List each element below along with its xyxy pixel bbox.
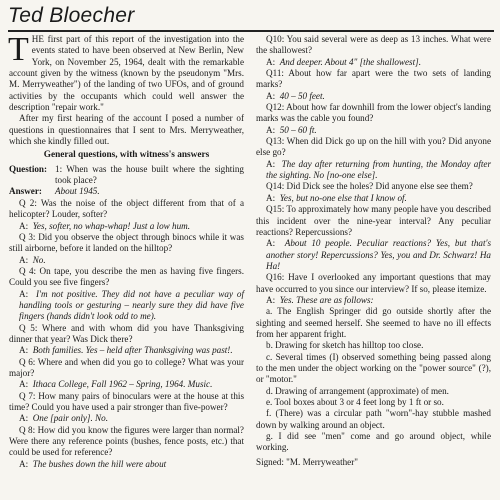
answer-5 — [9, 345, 244, 356]
question-13: Q13: When did Dick go up on the hill with you? Did anyone else go? — [256, 136, 491, 158]
answer-text: No. — [32, 254, 46, 265]
answer-prefix: A: — [266, 124, 276, 135]
left-column — [8, 31, 244, 470]
answer-text: And deeper. About 4" [the shallowest]. — [279, 56, 421, 67]
answer-prefix: A: — [266, 192, 276, 203]
answer-text: Yes. These are as follows: — [279, 294, 374, 305]
answer-text: Yes, but no-one else that I know of. — [279, 192, 407, 203]
question-8: Q 8: How did you know the figures were larger than normal? Were there any reference points (bushes, fence posts, etc.) that could be used for reference? — [9, 424, 244, 458]
answer-13 — [256, 159, 491, 182]
answer-prefix: A: — [266, 90, 276, 101]
answer-prefix: A: — [19, 379, 29, 390]
question-14: Q14: Did Dick see the holes? Did anyone else see them? — [266, 181, 473, 192]
answer-8 — [9, 459, 244, 470]
answer-text: About 10 people. Peculiar reactions? Yes, but that's another story! Repercussions? Yes, you and Dr. Schwarz! Ha Ha! — [266, 238, 492, 271]
list-item-g: g. I did see "men" come and go around object, while working. — [256, 431, 491, 453]
answer-prefix: A: — [19, 220, 29, 231]
answer-6 — [9, 379, 244, 390]
answer-text: The bushes down the hill were about — [32, 458, 167, 469]
signature-label: Signed: — [256, 456, 284, 467]
answer-16 — [256, 295, 491, 306]
answer-4 — [9, 289, 244, 323]
answer-2 — [9, 221, 244, 232]
section-subheading: General questions, with witness's answers — [43, 150, 210, 161]
answer-prefix: A: — [19, 288, 29, 299]
answer-label: Answer: — [9, 186, 42, 197]
answer-text: One [pair only]. No. — [32, 413, 108, 424]
answer-text: 50 – 60 ft. — [279, 124, 317, 135]
author-header: Ted Bloecher — [8, 4, 135, 27]
question-10: Q10: You said several were as deep as 13 inches. What were the shallowest? — [256, 34, 491, 56]
list-item-c: c. Several times (I) observed something being passed along to the men under the object working on the "power source" (?), or "motor." — [256, 351, 491, 385]
answer-12 — [256, 125, 491, 136]
answer-text: Yes, softer, no whap-whap! Just a low hum. — [32, 220, 191, 231]
answer-text: Ithaca College, Fall 1962 – Spring, 1964. Music. — [32, 379, 213, 390]
list-item-d: d. Drawing of arrangement (approximate) of men. — [266, 385, 449, 396]
answer-text: About 1945. — [55, 186, 100, 197]
answer-text: I'm not positive. They did not have a peculiar way of handling tools or gesturing – nearly sure they did have five fingers (hands didn't look odd to me). — [19, 288, 244, 322]
question-15: Q15: To approximately how many people have you described this incident over the nine-year interval? Any peculiar reactions? Repercussions? — [256, 204, 491, 237]
list-item-a: a. The English Springer did go outside shortly after the sighting and seemed herself. She seemed to have no ill effects from her apparent fright. — [256, 306, 491, 339]
answer-1 — [9, 186, 244, 197]
answer-14 — [256, 193, 491, 204]
question-5: Q 5: Where and with whom did you have Thanksgiving dinner that year? Was Dick there? — [9, 322, 244, 344]
intro-text-1: HE first part of this report of the investigation into the events stated to have been observed at New Berlin, New York, on November 25, 1964, dealt with the remarkable account given by the witness (known by the pseudonym "Mrs. M. Merryweather") of the landing of two UFOs, and of ground activities by the occupants which could well answer the description "repair work." — [9, 34, 244, 113]
question-11: Q11: About how far apart were the two sets of landing marks? — [256, 68, 491, 90]
answer-text: 40 – 50 feet. — [279, 90, 325, 101]
answer-text: The day after returning from hunting, the Monday after the sighting. No [no-one else]. — [266, 158, 492, 181]
question-6: Q 6: Where and when did you go to college? What was your major? — [9, 356, 244, 378]
answer-3 — [9, 255, 244, 266]
question-label: Question: — [9, 163, 48, 174]
answer-11 — [256, 91, 491, 102]
answer-text: Both families. Yes – held after Thanksgiving was past!. — [32, 345, 233, 356]
question-text: 1: When was the house built where the sighting took place? — [55, 163, 244, 186]
list-item-b: b. Drawing for sketch has hilltop too close. — [266, 340, 424, 351]
answer-prefix: A: — [19, 345, 29, 356]
intro-paragraph-2: After my first hearing of the account I posed a number of questions in questionnaires that I sent to Mrs. Merryweather, which she kindly filled out. — [9, 113, 244, 147]
question-2: Q 2: Was the noise of the object different from that of a helicopter? Louder, softer? — [9, 197, 244, 220]
question-3: Q 3: Did you observe the object through binocs while it was still airborne, before it landed on the hilltop? — [9, 231, 244, 254]
intro-paragraph-1 — [8, 31, 244, 113]
header-rule — [8, 30, 494, 32]
answer-prefix: A: — [266, 294, 276, 305]
answer-prefix: A: — [266, 56, 276, 67]
answer-prefix: A: — [19, 458, 29, 469]
question-4: Q 4: On tape, you describe the men as having five fingers. Could you see five fingers? — [9, 265, 244, 288]
list-item-f: f. (There) was a circular path "worn"-hay stubble mashed down by walking around an object. — [256, 408, 491, 430]
question-1 — [9, 164, 244, 187]
answer-prefix: A: — [266, 158, 276, 169]
answer-prefix: A: — [19, 413, 29, 424]
signature-name: "M. Merryweather" — [286, 456, 358, 467]
question-12: Q12: About how far downhill from the lower object's landing marks was the cable you found? — [256, 102, 491, 124]
question-7: Q 7: How many pairs of binoculars were at the house at this time? Could you have used a pair stronger than five-power? — [9, 390, 244, 412]
answer-7 — [9, 413, 244, 424]
right-column — [256, 34, 491, 468]
answer-prefix: A: — [266, 238, 276, 249]
drop-cap: T — [8, 31, 29, 68]
answer-prefix: A: — [19, 254, 29, 265]
answer-10 — [256, 57, 491, 68]
list-item-e: e. Tool boxes about 3 or 4 feet long by 1 ft or so. — [266, 397, 444, 407]
question-16: Q16: Have I overlooked any important questions that may have occurred to you since our interview? If so, please itemize. — [256, 272, 491, 294]
signature-line — [256, 457, 491, 468]
answer-15 — [256, 238, 491, 272]
